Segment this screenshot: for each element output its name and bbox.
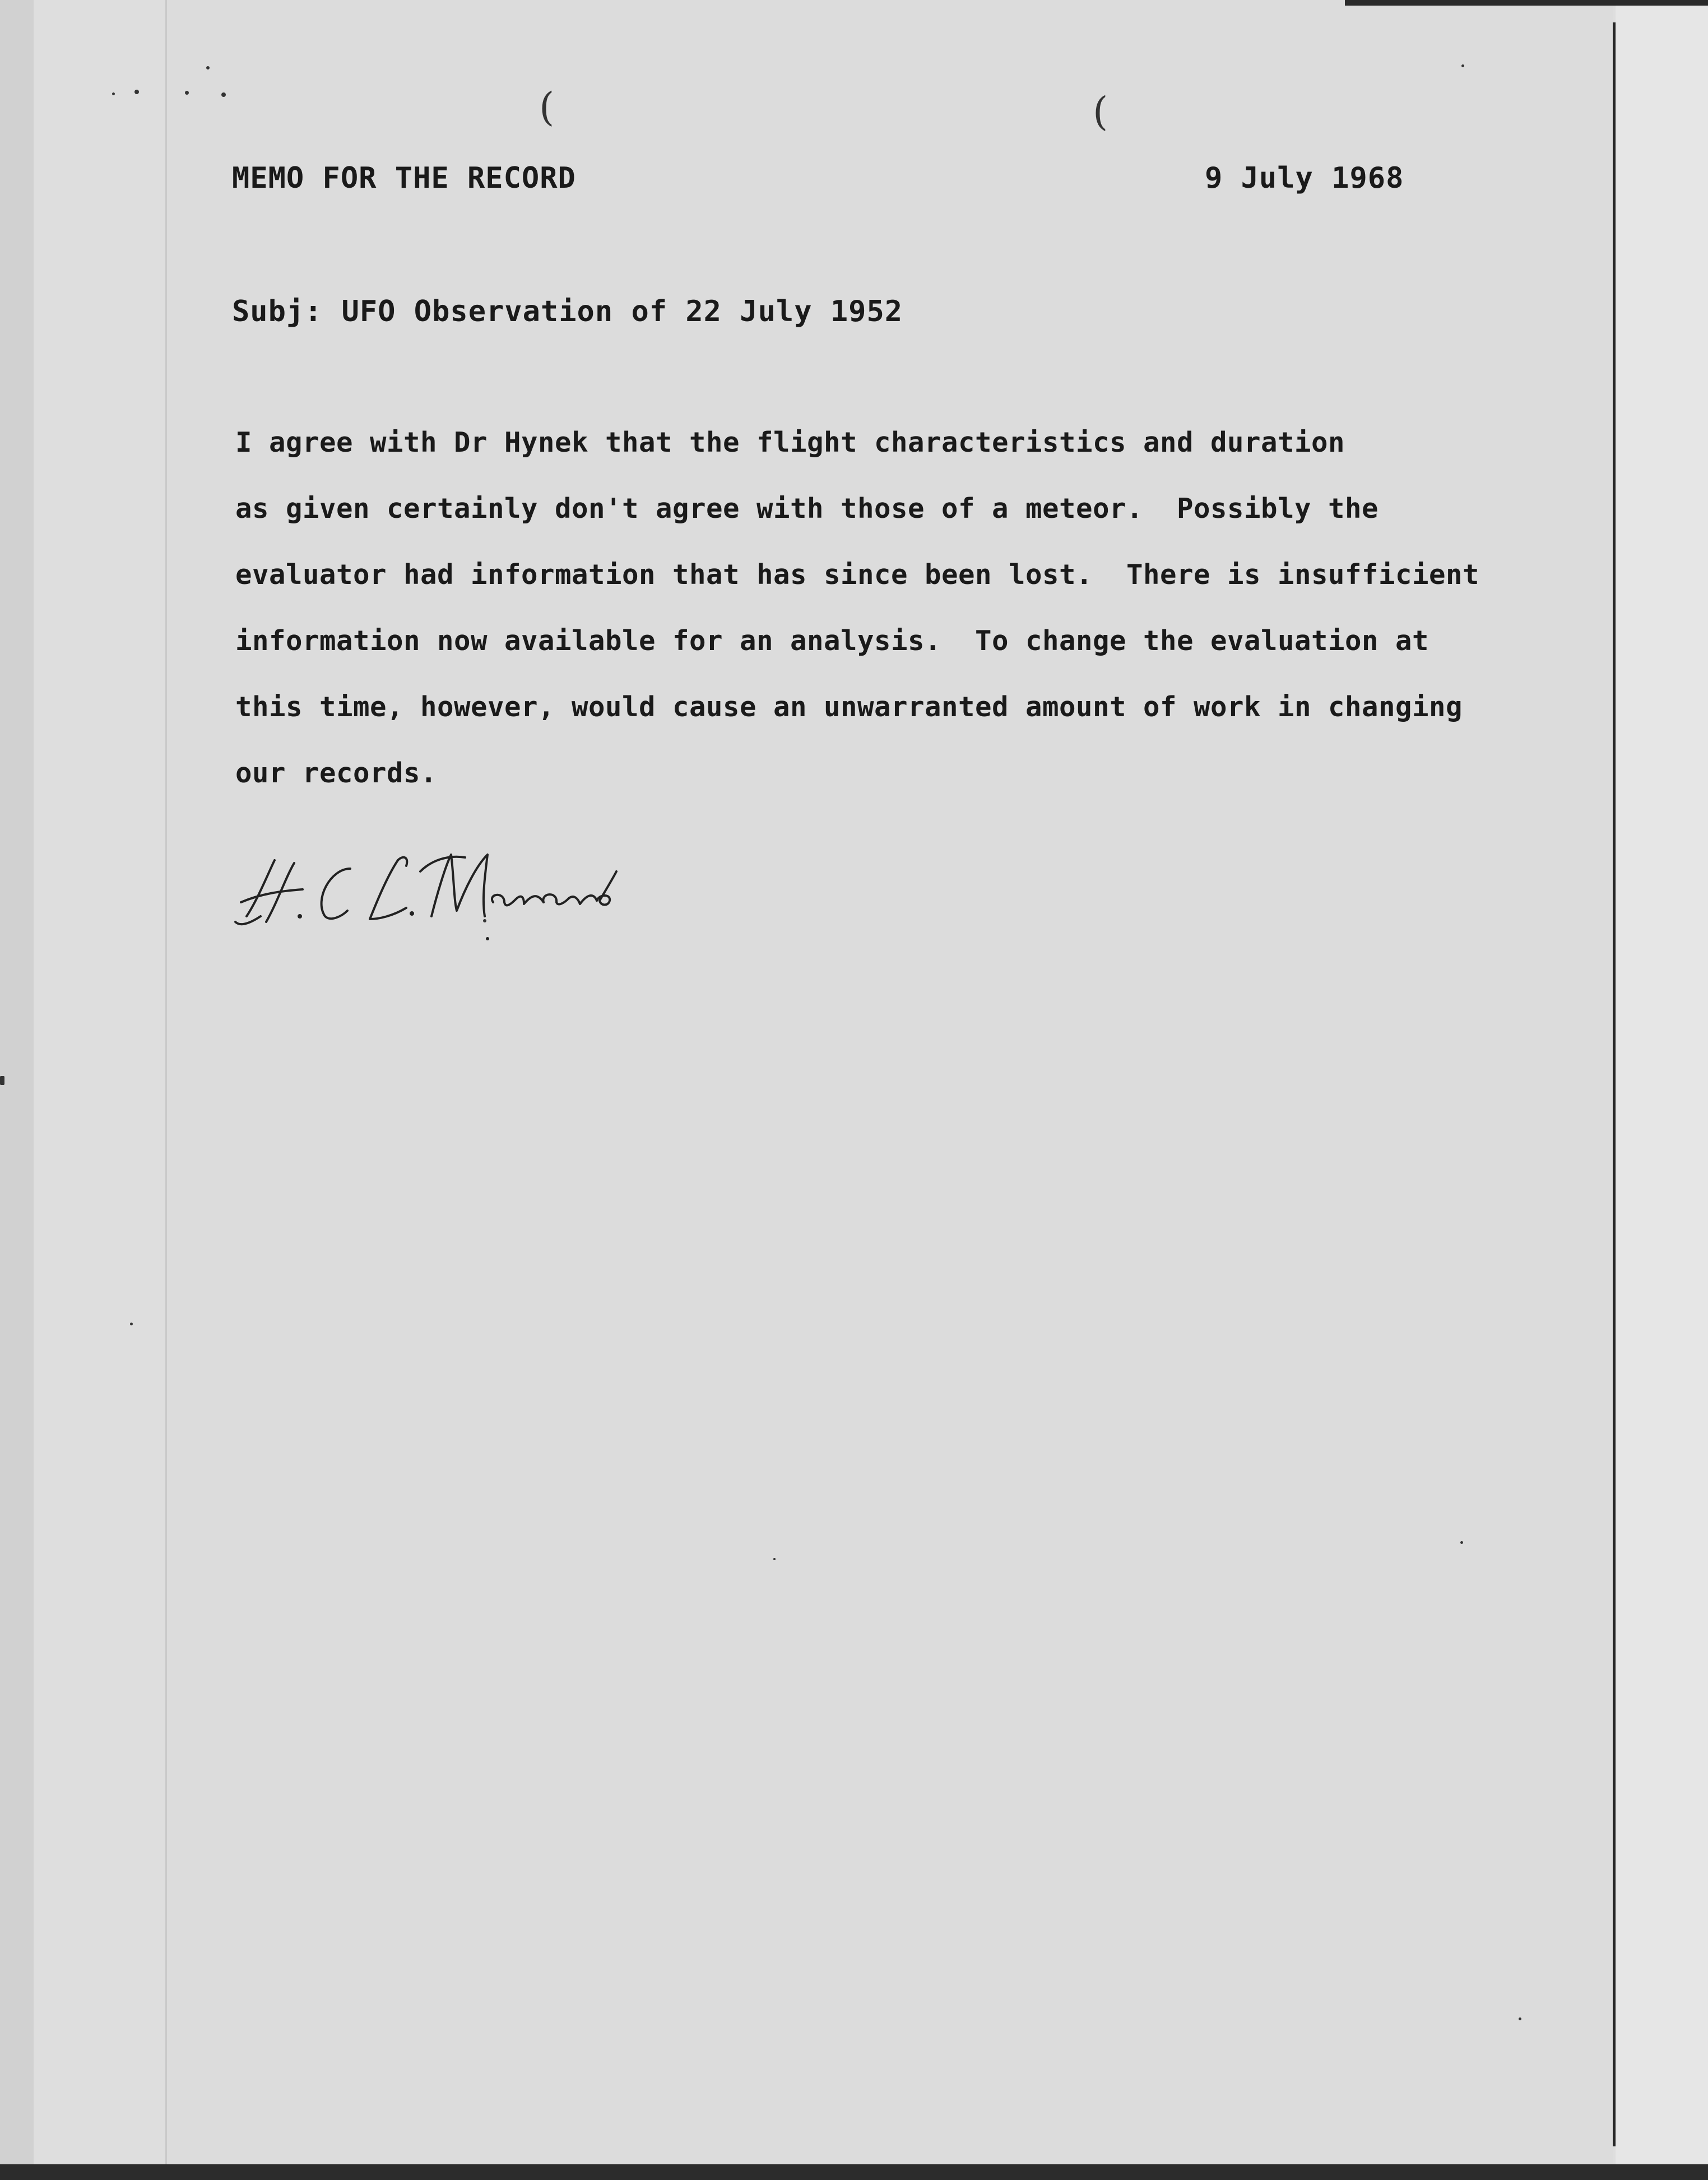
scan-top-band: [1345, 0, 1708, 6]
body-line: information now available for an analysis. To change the evaluation at: [235, 625, 1429, 657]
body-line: evaluator had information that has since been lost. There is insufficient: [235, 559, 1480, 591]
memo-body: [235, 426, 1479, 823]
memo-date: 9 July 1968: [1205, 161, 1404, 195]
scan-speck: [112, 92, 115, 95]
subject-line: [232, 295, 903, 328]
handwritten-signature: [230, 838, 622, 950]
scan-speck: [1460, 1541, 1463, 1544]
scan-speck: [130, 1323, 133, 1325]
body-line: I agree with Dr Hynek that the flight characteristics and duration: [235, 426, 1345, 458]
scan-speck: [185, 91, 189, 95]
scan-speck: [773, 1558, 776, 1560]
scan-speck: [1461, 64, 1464, 67]
scan-bottom-band: [0, 2164, 1708, 2180]
scan-right-margin: [1616, 0, 1708, 2180]
body-line: this time, however, would cause an unwarranted amount of work in changing: [235, 691, 1463, 723]
body-line: our records.: [235, 757, 438, 789]
punch-mark-right: (: [1093, 89, 1108, 134]
body-line: as given certainly don't agree with those of a meteor. Possibly the: [235, 493, 1379, 525]
scan-right-edge-line: [1613, 22, 1616, 2146]
scan-speck: [1519, 2017, 1521, 2020]
punch-mark-left: (: [539, 84, 555, 130]
scan-speck: [134, 90, 139, 94]
scan-speck: [206, 66, 210, 69]
memo-header: MEMO FOR THE RECORD: [232, 161, 576, 195]
subject-text: UFO Observation of 22 July 1952: [341, 295, 903, 328]
scan-speck: [0, 1076, 4, 1085]
scan-left-strip: [0, 0, 34, 2180]
scan-speck: [221, 92, 226, 97]
subject-label: Subj:: [232, 295, 323, 328]
